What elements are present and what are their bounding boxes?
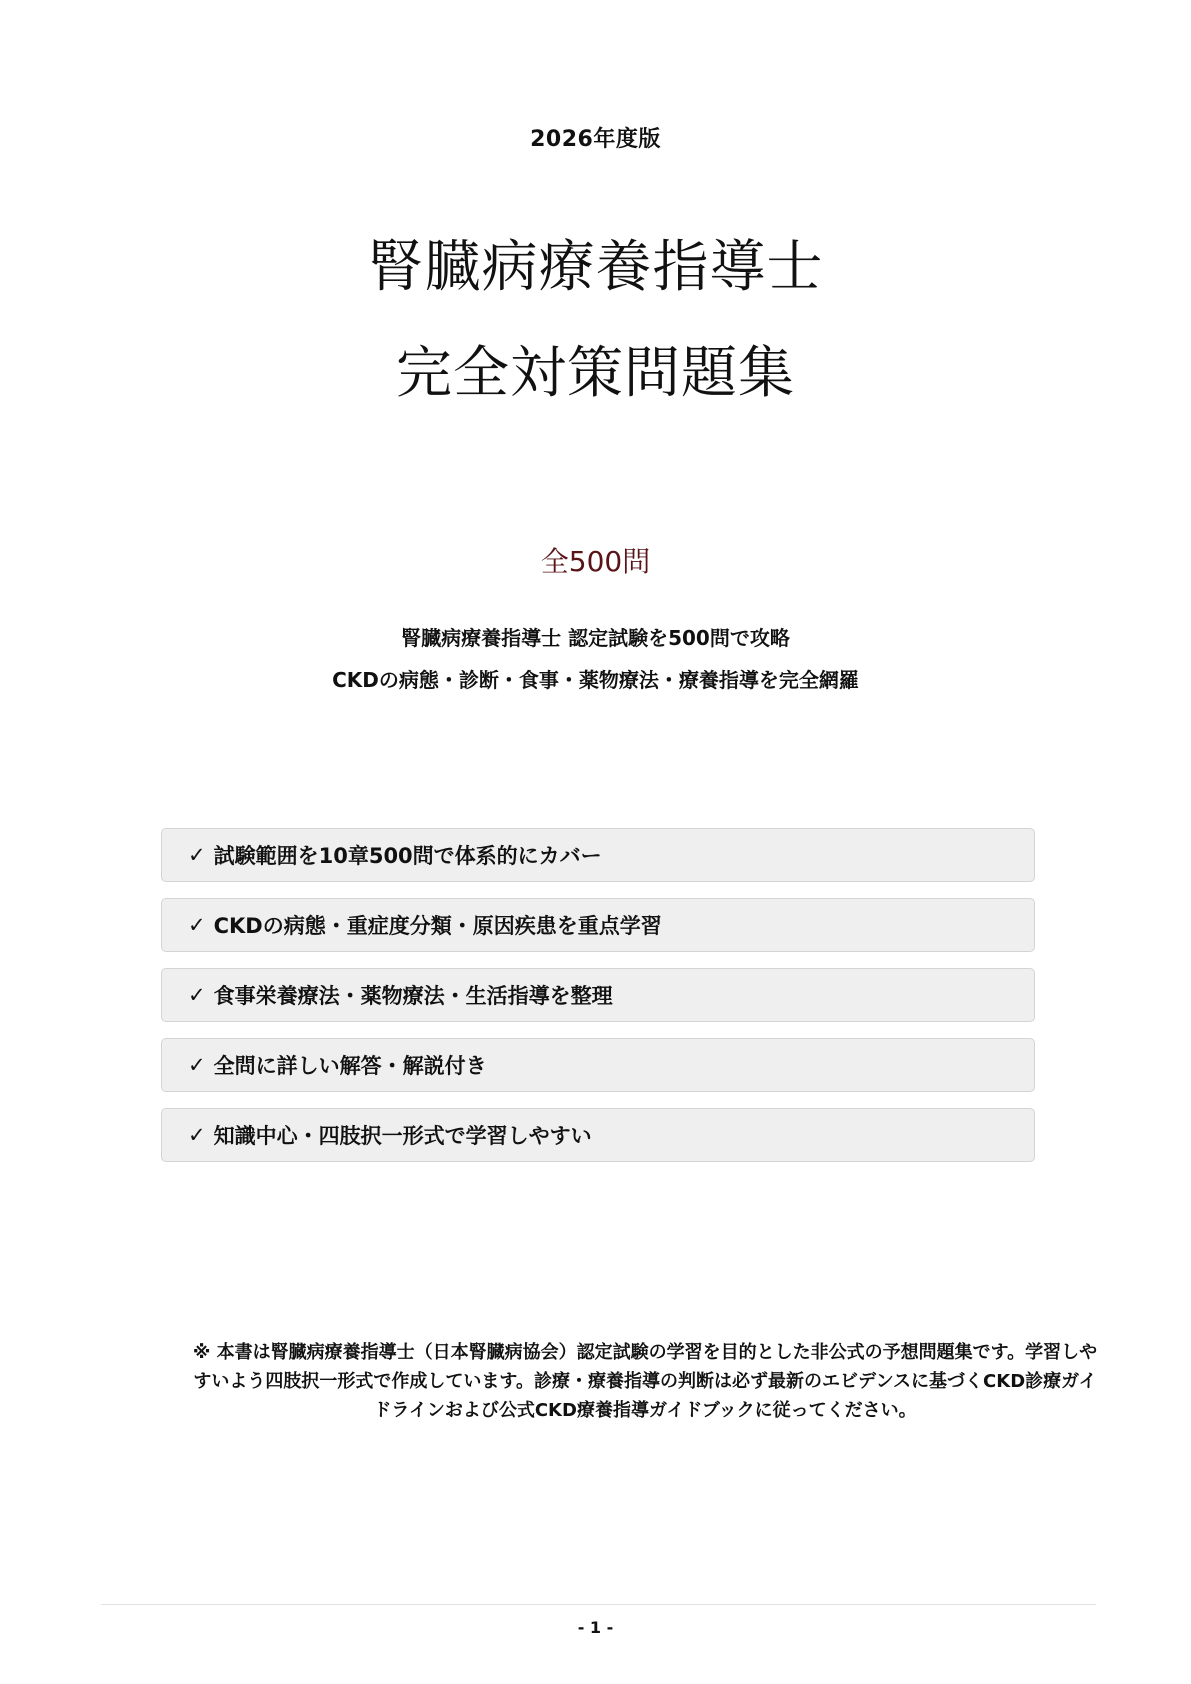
feature-item	[161, 1108, 1035, 1162]
check-icon: ✓	[188, 983, 206, 1007]
feature-text: CKDの病態・重症度分類・原因疾患を重点学習	[213, 914, 662, 938]
feature-item	[161, 898, 1035, 952]
subtitle-line2: CKDの病態・診断・食事・薬物療法・療養指導を完全網羅	[332, 668, 859, 692]
page-number: - 1 -	[577, 1618, 614, 1637]
disclaimer-note: ※ 本書は腎臓病療養指導士（日本腎臓病協会）認定試験の学習を目的とした非公式の予想問題集です。学習しやすいよう四肢択一形式で作成しています。診療・療養指導の判断は必ず最新のエビデンスに基づくCKD診療ガイドラインおよび公式CKD療養指導ガイドブックに従ってください。	[192, 1342, 1098, 1421]
check-icon: ✓	[188, 1123, 206, 1147]
footer-divider	[101, 1604, 1096, 1605]
check-icon: ✓	[188, 913, 206, 937]
feature-text: 食事栄養療法・薬物療法・生活指導を整理	[213, 984, 613, 1008]
check-icon: ✓	[188, 843, 206, 867]
book-title-line1: 腎臓病療養指導士	[367, 235, 824, 300]
feature-item	[161, 828, 1035, 882]
feature-item	[161, 968, 1035, 1022]
book-title-line2: 完全対策問題集	[396, 341, 795, 406]
feature-list	[161, 828, 1035, 1178]
edition-label: 2026年度版	[530, 127, 661, 152]
feature-text: 全問に詳しい解答・解説付き	[213, 1054, 487, 1078]
feature-item	[161, 1038, 1035, 1092]
feature-text: 試験範囲を10章500問で体系的にカバー	[213, 844, 602, 868]
question-count: 全500問	[540, 545, 651, 578]
feature-text: 知識中心・四肢択一形式で学習しやすい	[213, 1124, 592, 1148]
check-icon: ✓	[188, 1053, 206, 1077]
subtitle-line1: 腎臓病療養指導士 認定試験を500問で攻略	[401, 626, 790, 650]
